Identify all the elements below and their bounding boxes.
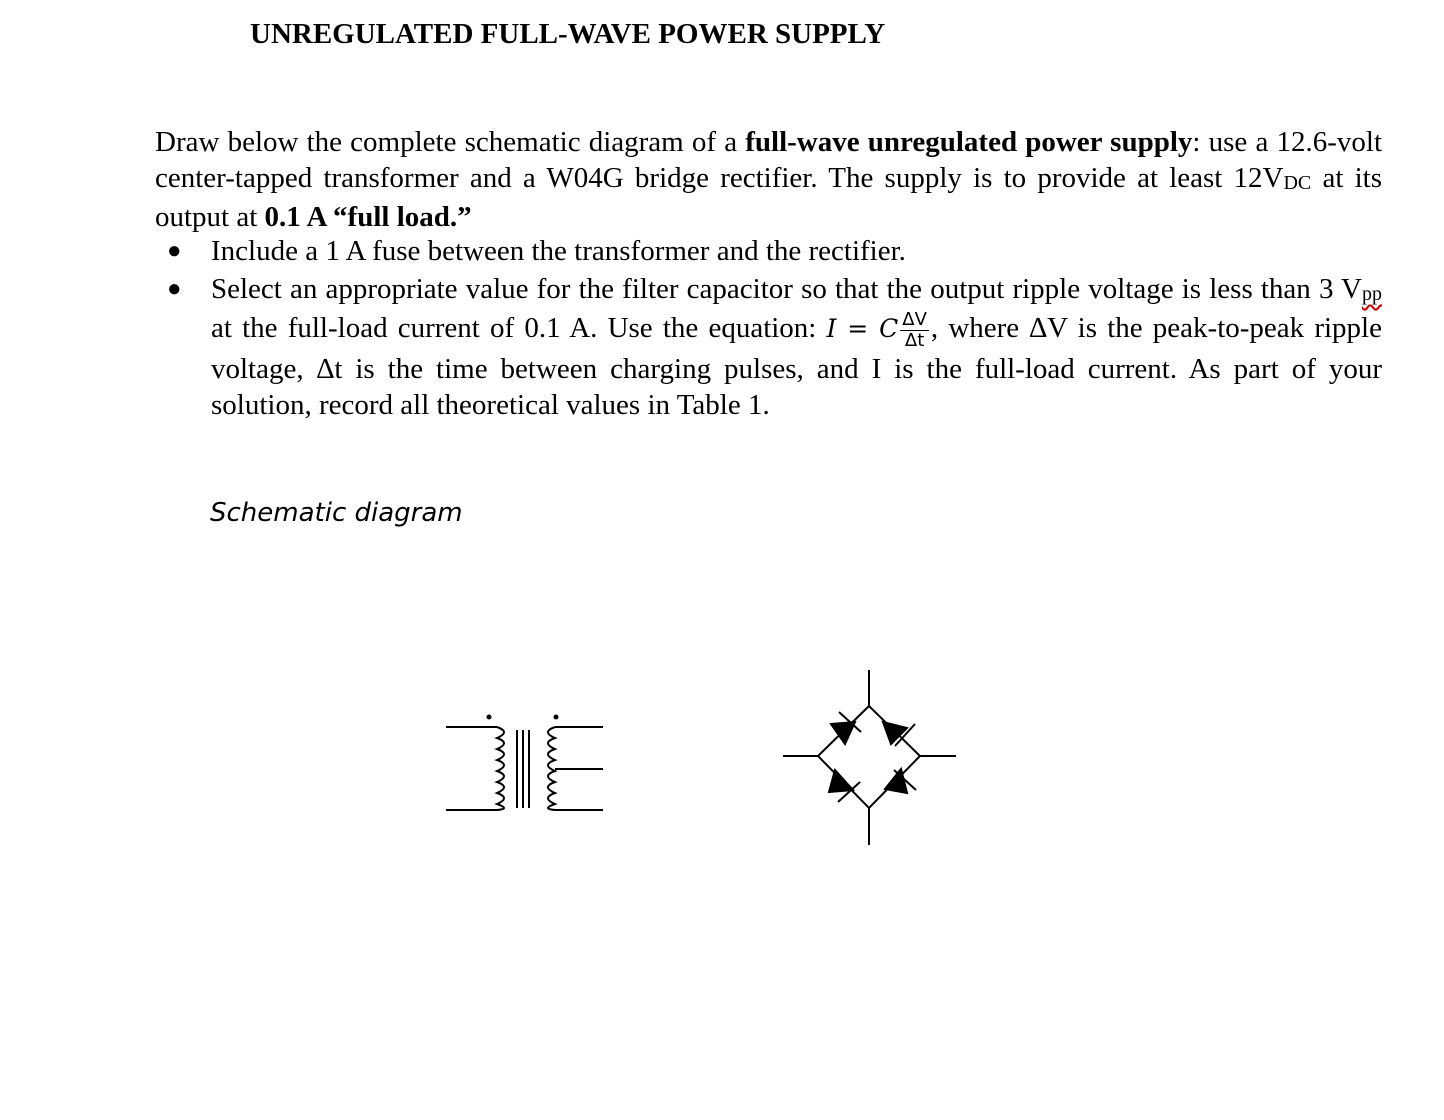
intro-text-2: : use a 12.6-volt center-tapped transformer and a W04G bridge rectifier. The supply is to provide at least 12V bbox=[155, 126, 1382, 194]
bullet-dot: ● bbox=[167, 276, 182, 302]
intro-text-3: at its output at bbox=[155, 162, 1382, 233]
diode-lower-left bbox=[829, 770, 860, 802]
bullet-text-2b: at the full-load current of 0.1 A. Use the equation: bbox=[211, 312, 827, 345]
intro-text-1: Draw below the complete schematic diagram of a bbox=[155, 126, 746, 158]
intro-bold-2: 0.1 A “full load.” bbox=[264, 201, 472, 233]
bridge-rectifier-symbol bbox=[783, 670, 956, 845]
bullet-text-2a: Select an appropriate value for the filter capacitor so that the output ripple voltage is less than 3 V bbox=[211, 273, 1362, 305]
diode-upper-right bbox=[883, 722, 915, 746]
equation-denominator: Δt bbox=[904, 330, 925, 351]
intro-bold-1: full-wave unregulated power supply bbox=[745, 126, 1193, 158]
diode-lower-right bbox=[885, 769, 916, 793]
bullet-text-1: Include a 1 A fuse between the transformer and the rectifier. bbox=[211, 235, 906, 267]
equation-numerator: ΔV bbox=[902, 309, 927, 330]
bullet-dot: ● bbox=[167, 238, 182, 264]
intro-subscript: DC bbox=[1283, 172, 1312, 194]
page-title: UNREGULATED FULL-WAVE POWER SUPPLY bbox=[250, 18, 886, 50]
vpp-subscript: pp bbox=[1362, 283, 1382, 305]
bullet-text-2c: , where ∆V is the peak-to-peak ripple voltage, ∆t is the time between charging pulses, and I is the full-load current. As part of your solution, record all theoretical values in Table 1. bbox=[211, 312, 1382, 421]
equation-lhs: I = C bbox=[826, 314, 899, 344]
schematic-caption: Schematic diagram bbox=[210, 498, 463, 528]
center-tapped-transformer-symbol bbox=[446, 716, 603, 811]
